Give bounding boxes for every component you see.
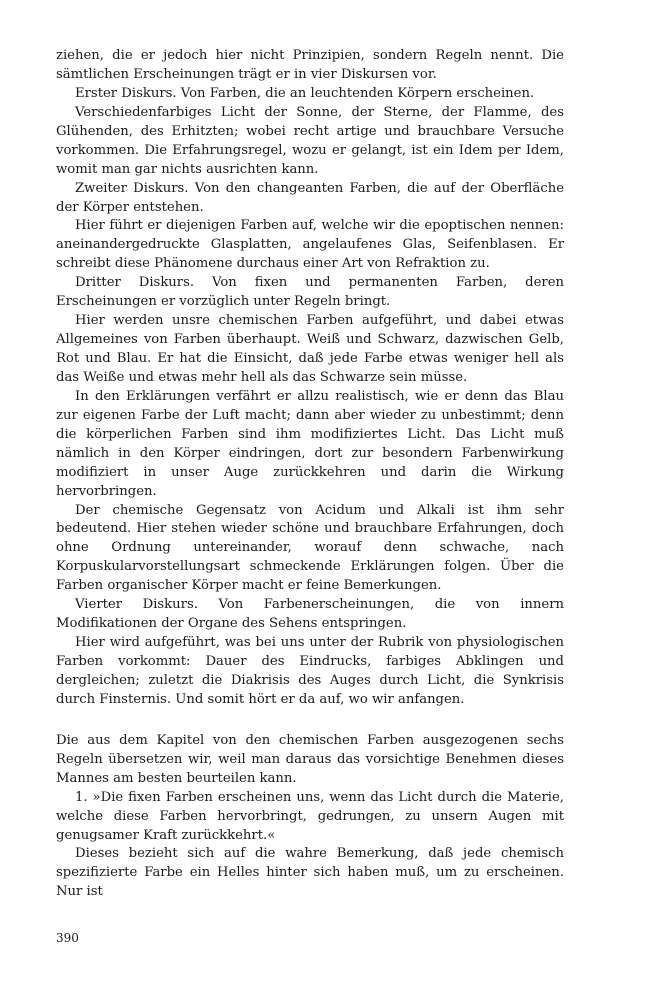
page-number: 390 xyxy=(56,931,79,945)
paragraph: 1. »Die fixen Farben erscheinen uns, wenn das Licht durch die Materie, welche diese Farben hervorbringt, gedrungen, zu unsern Augen mit genugsamer Kraft zurückkehrt.« xyxy=(56,789,564,843)
paragraph: Hier werden unsre chemischen Farben aufgeführt, und dabei etwas Allgemeines von Farben überhaupt. Weiß und Schwarz, dazwischen Gelb, Rot und Blau. Er hat die Einsicht, daß jede Farbe etwas weniger hell als das Weiße und etwas mehr hell als das Schwarze sein müsse. xyxy=(56,313,564,385)
paragraph: Der chemische Gegensatz von Acidum und Alkali ist ihm sehr bedeutend. Hier stehen wieder schöne und brauchbare Erfahrungen, doch ohne Ordnung untereinander, worauf denn schwache, nach Korpuskularvorstellungsart schmeckende Erklärungen folgen. Über die Farben organischer Körper macht er feine Bemerkungen. xyxy=(56,502,564,594)
paragraph: ziehen, die er jedoch hier nicht Prinzipien, sondern Regeln nennt. Die sämtlichen Erscheinungen trägt er in vier Diskursen vor. xyxy=(56,48,564,82)
paragraph: Die aus dem Kapitel von den chemischen Farben ausgezogenen sechs Regeln übersetzen wir, weil man daraus das vorsichtige Benehmen dieses Mannes am besten beurteilen kann. xyxy=(56,732,564,786)
page-text xyxy=(56,47,564,902)
paragraph: In den Erklärungen verfährt er allzu realistisch, wie er denn das Blau zur eigenen Farbe der Luft macht; dann aber wieder zu unbestimmt; denn die körperlichen Farben sind ihm modifiziertes Licht. Das Licht muß nämlich in den Körper eindringen, dort zur besondern Farbenwirkung modifiziert in unser Auge zurückkehren und darin die Wirkung hervorbringen. xyxy=(56,388,564,499)
paragraph: Erster Diskurs. Von Farben, die an leuchtenden Körpern erscheinen. xyxy=(75,85,535,101)
paragraph: Dritter Diskurs. Von fixen und permanenten Farben, deren Erscheinungen er vorzüglich unter Regeln bringt. xyxy=(56,275,564,310)
paragraph: Hier führt er diejenigen Farben auf, welche wir die epoptischen nennen: aneinandergedruckte Glasplatten, angelaufenes Glas, Seifenblasen. Er schreibt diese Phänomene durchaus einer Art von Refraktion zu. xyxy=(56,218,564,272)
paragraph: Hier wird aufgeführt, was bei uns unter der Rubrik von physiologischen Farben vorkommt: Dauer des Eindrucks, farbiges Abklingen und dergleichen; zuletzt die Diakrisis des Auges durch Licht, die Synkrisis durch Finsternis. Und somit hört er da auf, wo wir anfangen. xyxy=(56,635,564,707)
paragraph: Verschiedenfarbiges Licht der Sonne, der Sterne, der Flamme, des Glühenden, des Erhitzten; wobei recht artige und brauchbare Versuche vorkommen. Die Erfahrungsregel, wozu er gelangt, ist ein Idem per Idem, womit man gar nichts ausrichten kann. xyxy=(56,104,564,177)
paragraph: Dieses bezieht sich auf die wahre Bemerkung, daß jede chemisch spezifizierte Farbe ein Helles hinter sich haben muß, um zu erscheinen. Nur ist xyxy=(56,846,564,900)
paragraph: Zweiter Diskurs. Von den changeanten Farben, die auf der Oberfläche der Körper entstehen. xyxy=(56,180,564,215)
paragraph: Vierter Diskurs. Von Farbenerscheinungen, die von innern Modifikationen der Organe des Sehens entspringen. xyxy=(56,597,564,632)
